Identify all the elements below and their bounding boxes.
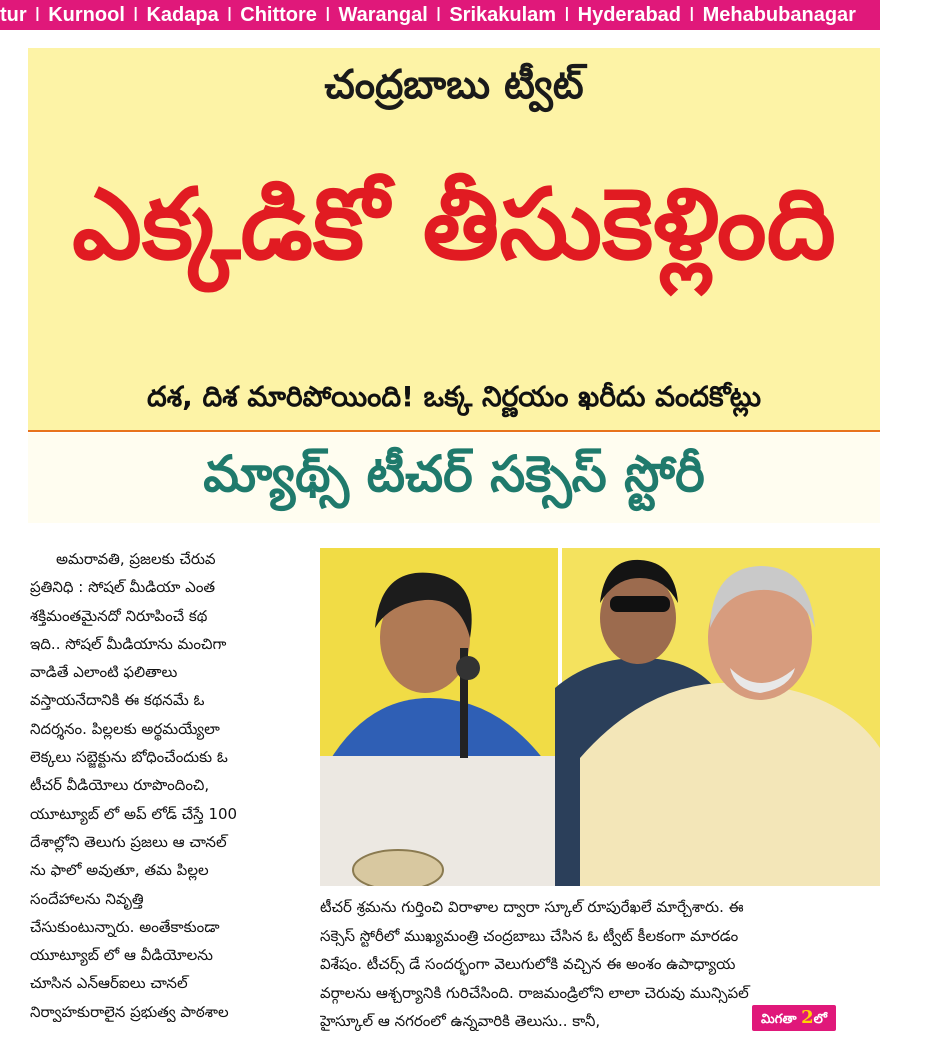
body-line: యూట్యూబ్ లో అప్ లోడ్ చేస్తే 100 (30, 804, 238, 823)
main-headline: ఎక్కడికో తీసుకెళ్లింది (72, 168, 836, 282)
badge-text: మిగతా (761, 1012, 797, 1027)
body-line: శక్తిమంతమైనదో నిరూపించే కథ (30, 606, 208, 625)
city-kurnool[interactable]: Kurnool (48, 4, 125, 26)
divider-rule (28, 430, 880, 432)
city-mehabubanagar[interactable]: Mehabubanagar (702, 4, 856, 26)
badge-page-number: 2 (801, 1007, 814, 1028)
body-line: ను ఫాలో అవుతూ, తమ పిల్లల (30, 861, 209, 880)
city-srikakulam[interactable]: Srikakulam (449, 4, 557, 26)
city-tur[interactable]: tur (0, 4, 27, 26)
caption-line: విశేషం. టీచర్స్ డే సందర్భంగా వెలుగులోకి వచ్చిన ఈ అంశం ఉపాధ్యాయ (320, 955, 736, 974)
body-line: నిదర్శనం. పిల్లలకు అర్థమయ్యేలా (30, 719, 220, 738)
city-kadapa[interactable]: Kadapa (146, 4, 219, 26)
headline-box (28, 48, 880, 430)
nav-separator: I (689, 4, 695, 26)
news-photo (320, 548, 880, 886)
nav-separator: I (226, 4, 233, 26)
body-line: సందేహాలను నివృత్తి (30, 889, 144, 908)
body-line: చూసిన ఎన్ఆర్ఐలు చానల్ (30, 974, 188, 993)
caption-line: టీచర్ శ్రమను గుర్తించి విరాళాల ద్వారా స్కూల్ రూపురేఖలే మార్చేశారు. ఈ (320, 898, 744, 916)
body-line: చేసుకుంటున్నారు. అంతేకాకుండా (30, 917, 220, 936)
body-line: వస్తాయనేదానికి ఈ కథనమే ఓ (30, 691, 205, 710)
sub-headline: దశ, దిశ మారిపోయింది! ఒక్క నిర్ణయం ఖరీదు వందకోట్లు (146, 380, 762, 413)
city-hyderabad[interactable]: Hyderabad (577, 4, 682, 26)
city-warangal[interactable]: Warangal (338, 4, 428, 26)
body-line: ప్రతినిధి : సోషల్ మీడియా ఎంత (30, 578, 216, 597)
body-line: నిర్వాహకురాలైన ప్రభుత్వ పాఠశాల (30, 1002, 229, 1021)
body-line: లెక్కలు సబ్జెక్టును బోధించేందుకు ఓ (30, 748, 228, 767)
body-line: వాడితే ఎలాంటి ఫలితాలు (30, 663, 178, 682)
caption-line: సక్సెస్ స్టోరీలో ముఖ్యమంత్రి చంద్రబాబు చేసిన ఓ ట్వీట్ కీలకంగా మారడం (320, 926, 739, 945)
caption-line: వర్గాలను ఆశ్చర్యానికి గురిచేసింది. రాజమండ్రిలోని లాలా చెరువు మున్సిపల్ (320, 983, 749, 1002)
badge-suffix: లో (813, 1012, 827, 1027)
city-nav-bar (0, 0, 880, 30)
secondary-headline: మ్యాథ్స్ టీచర్ సక్సెస్ స్టోరీ (203, 445, 705, 503)
page-margin (880, 0, 939, 1060)
nav-separator: I (324, 4, 331, 26)
photo-illustration (320, 548, 880, 886)
body-line: టీచర్ వీడియోలు రూపొందించి, (30, 776, 210, 795)
body-line: ఇది.. సోషల్ మీడియాను మంచిగా (30, 634, 227, 653)
caption-line: హైస్కూల్ ఆ నగరంలో ఉన్నవారికి తెలుసు.. కానీ, (320, 1012, 601, 1031)
nav-separator: I (34, 4, 41, 26)
nav-separator: I (564, 4, 570, 26)
body-line: అమరావతి, ప్రజలకు చేరువ (56, 550, 216, 568)
body-line: యూట్యూబ్ లో ఆ వీడియోలను (30, 946, 213, 965)
article-body-column (30, 545, 306, 1026)
city-chittore[interactable]: Chittore (240, 4, 317, 26)
nav-separator: I (435, 4, 442, 26)
body-line: దేశాల్లోని తెలుగు ప్రజలు ఆ చానల్ (30, 832, 227, 851)
kicker-headline: చంద్రబాబు ట్వీట్ (324, 62, 584, 108)
nav-separator: I (132, 4, 139, 26)
continued-on-page-badge[interactable] (752, 1005, 836, 1031)
secondary-headline-box (28, 433, 880, 523)
